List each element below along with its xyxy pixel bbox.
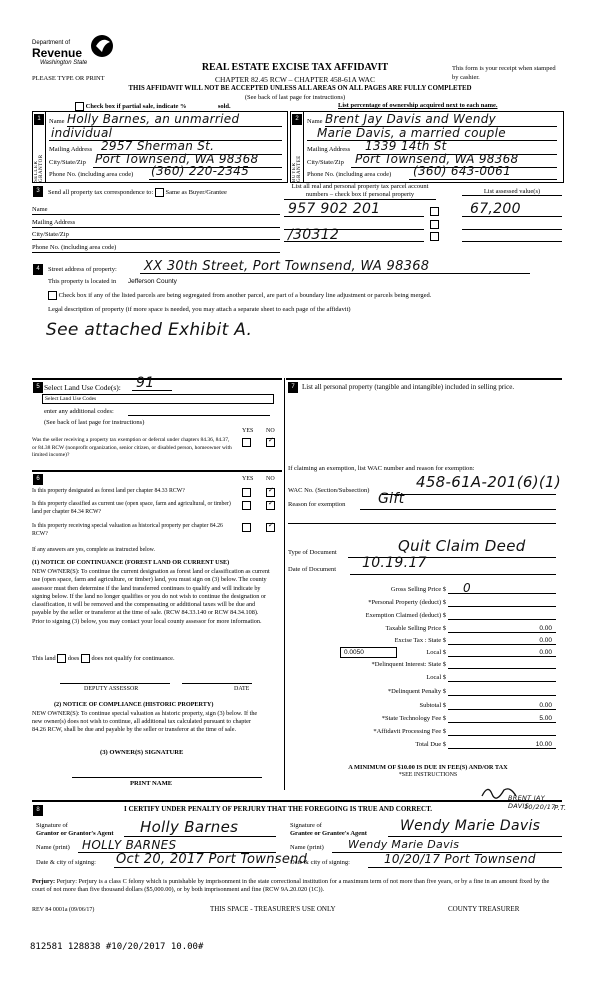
street-label: Street address of property: [48,266,117,273]
notice-1-text: NEW OWNER(S): To continue the current designation as forest land or classification as current use (open space, farm and agriculture, or timber) land, you must sign on (3) below. The county assessor must then determine if the land transferred continues to qualify and will indicate by signing below. If the land no longer qualifies or you do not wish to continue the designation or classification, it will be removed and the compensating or additional taxes will be due and payable by the seller or transferor at the time of sale. (RCW 84.33.140 or RCW 84.34.108). Prior to signing (3) below, you may contact your local county assessor for more information. [32,568,270,625]
parcel-header: List all real and personal property tax parcel account numbers – check box if personal property [284,183,436,200]
parcel-2-value[interactable]: /30312 [288,227,340,243]
total-due-label: Total Due $ [415,741,446,748]
land-use-label: Select Land Use Code(s): [44,383,121,392]
legal-value[interactable]: See attached Exhibit A. [46,320,253,340]
buyer-phone-label: Phone No. (including area code) [307,171,392,178]
notice-line: THIS AFFIDAVIT WILL NOT BE ACCEPTED UNLESS ALL AREAS ON ALL PAGES ARE FULLY COMPLETED [128,85,472,92]
qualify-label: qualify for continuance. [114,654,175,662]
s6-q3-no-checkbox[interactable] [266,523,275,532]
delinquent-local-label: Local $ [426,674,446,681]
grantor-date-city[interactable]: Oct 20, 2017 Port Townsend [116,852,308,867]
partial-sale-label: Check box if partial sale, indicate % [85,102,187,110]
wac-label: WAC No. (Section/Subsection) [288,487,370,494]
buyer-city-value[interactable]: Port Townsend, WA 98368 [355,152,519,166]
section-6 [32,473,282,843]
form-chapter: CHAPTER 82.45 RCW – CHAPTER 458-61A WAC [215,75,375,84]
section-8 [32,794,567,874]
buyer-note: BRENT JAY DAVIS [508,794,546,810]
perjury-note [32,878,562,895]
seller-city-value[interactable]: Port Townsend, WA 98368 [95,152,259,166]
perjury-text: Perjury: Perjury is a class C felony which is punishable by imprisonment in the state correctional institution for a maximum term of not more than five years, or by a fine in an amount fixed by the court of not more than five thousand dollars ($5,000.00), or by both imprisonment and fine (RCW 9A.20.020 (1C)). [32,878,550,894]
s6-question-1: Is this property designated as forest land per chapter 84.33 RCW? [32,488,185,494]
s6-no-header: NO [266,476,275,482]
parcel-2-personal-checkbox[interactable] [430,220,439,229]
gross-price-label: Gross Selling Price $ [390,586,446,593]
segregated-row [48,291,431,300]
form-title: REAL ESTATE EXCISE TAX AFFIDAVIT [201,62,389,73]
buyer-mailing-value[interactable]: 1339 14th St [365,139,447,153]
s6-if-any: If any answers are yes, complete as instructed below. [32,547,155,553]
grantor-name-print[interactable]: HOLLY BARNES [82,838,177,852]
see-instructions-note: *SEE INSTRUCTIONS [398,772,458,778]
seller-mailing-label: Mailing Address [49,146,93,153]
buyer-side-label: BUYER GRANTEE [292,155,302,182]
s6-yes-header: YES [242,476,254,482]
doc-date-label: Date of Document [288,566,337,573]
s6-question-3: Is this property receiving special valuation as historical property per chapter 84.26 RCW? [32,523,223,537]
excise-state-label: Excise Tax : State $ [394,637,446,644]
seller-name-value2[interactable]: individual [51,126,113,140]
section-5-number: 5 [33,382,43,393]
segregated-checkbox[interactable] [48,291,57,300]
section-7-number: 7 [288,382,298,393]
subtotal-value: 0.00 [539,702,552,709]
same-as-buyer-checkbox[interactable] [155,188,164,197]
certify-statement: I CERTIFY UNDER PENALTY OF PERJURY THAT THE FOREGOING IS TRUE AND CORRECT. [124,805,433,813]
exemption-deduct-label: Exemption Claimed (deduct) $ [365,612,446,619]
county-value[interactable]: Jefferson County [127,278,177,285]
s3-name-label: Name [32,206,48,213]
buyer-note-date: 10/20/17 [524,803,556,811]
reason-label: Reason for exemption [288,501,346,508]
doc-date-value[interactable]: 10.19.17 [362,555,427,571]
section-1-number: 1 [34,114,44,125]
section-4 [32,260,562,370]
buyer-note-initials: P.T. [554,804,567,812]
section-8-number: 8 [33,805,43,816]
county-treasurer-label: COUNTY TREASURER [448,905,520,913]
seller-phone-value[interactable]: (360) 220-2345 [151,164,250,178]
rev-code: REV 84 0001a (09/06/17) [32,907,95,913]
seller-name-label: Name [49,118,65,125]
wac-value[interactable]: 458-61A-201(6)(1) [416,473,562,491]
sig-grantee-label1: Signature of [290,822,322,829]
cashier-stamp: 812581 128838 #10/20/2017 10.00# [30,942,204,952]
taxable-price-label: Taxable Selling Price $ [385,625,446,632]
see-back: (See back of last page for instructions) [244,94,346,101]
dept-line2: Revenue [32,46,83,60]
reason-value[interactable]: Gift [378,491,405,507]
s3-city-label: City/State/Zip [32,231,69,238]
section-5 [32,375,282,471]
county-row [48,278,177,285]
personal-property-label: List all personal property (tangible and intangible) included in selling price. [302,383,515,391]
buyer-box [290,111,564,183]
gross-price-value[interactable]: 0 [463,581,471,595]
s3-mailing-label: Mailing Address [32,219,76,226]
parcel-1-value[interactable]: 957 902 201 [288,201,381,217]
s5-see-back: (See back of last page for instructions) [44,419,145,426]
grantor-name-print-label: Name (print) [36,844,70,851]
section-5-bar [32,378,282,380]
parcel-3-personal-checkbox[interactable] [430,232,439,241]
s6-q2-yes-checkbox[interactable] [242,501,251,510]
seller-name-value[interactable]: Holly Barnes, an unmarried [67,112,240,126]
receipt-note: This form is your receipt when stamped by cashier. [452,65,556,81]
section-2-number: 2 [292,114,302,125]
seller-mailing-value[interactable]: 2957 Sherman St. [101,139,215,153]
seller-side-label: SELLER GRANTOR [34,154,44,182]
section-7 [288,381,562,791]
subtotal-label: Subtotal $ [419,702,446,709]
s6-q1-no-checkbox[interactable] [266,488,275,497]
correspondence-row [48,188,227,197]
dept-line1: Department of [32,40,71,46]
notice-1-title: (1) NOTICE OF CONTINUANCE (FOREST LAND OR CURRENT USE) [32,559,230,566]
county-label: This property is located in [48,278,117,285]
s5-yes-header: YES [242,428,254,434]
s6-q3-yes-checkbox[interactable] [242,523,251,532]
grantee-name-print-label: Name (print) [290,844,324,851]
dept-line3: Washington State [40,60,88,66]
dept-revenue-logo [32,32,132,72]
land-use-select[interactable]: Select Land Use Codes [42,394,274,404]
perjury-label: Perjury: [32,878,56,885]
ownership-note: List percentage of ownership acquired next to each name. [338,102,498,109]
sold-label: sold. [217,102,231,110]
exemption-claim-label: If claiming an exemption, list WAC number and reason for exemption: [288,465,475,472]
local-tax-label: Local $ [426,649,446,656]
local-rate-field[interactable]: 0.0050 [340,647,397,658]
owner-signature-label: (3) OWNER(S) SIGNATURE [100,749,184,756]
personal-deduct-label: *Personal Property (deduct) $ [368,599,446,606]
section-7-bar [286,378,562,380]
local-tax-value: 0.00 [539,649,552,656]
grantee-date-city[interactable]: 10/20/17 Port Townsend [384,852,536,866]
grantee-signature[interactable]: Wendy Marie Davis [400,818,541,834]
s3-phone-label: Phone No. (including area code) [32,244,117,251]
seller-box [32,111,288,183]
continuance-row [32,654,175,663]
section-3-number: 3 [33,186,43,197]
doc-type-value[interactable]: Quit Claim Deed [398,537,526,555]
s6-q2-no-checkbox[interactable] [266,501,275,510]
segregated-label: Check box if any of the listed parcels are being segregated from another parcel, are part of a boundary line adjustment or parcels being merged. [58,291,432,299]
does-not-checkbox[interactable] [81,654,90,663]
please-type: PLEASE TYPE OR PRINT [32,75,105,82]
buyer-phone-value[interactable]: (360) 643-0061 [413,164,512,178]
notice-2-text: NEW OWNER(S): To continue special valuation as historic property, sign (3) below. If the new owner(s) does not wish to continue, all additional tax calculated pursuant to chapter 84.26 RCW, shall be due and payable by the seller or transferor at the time of sale. [32,710,258,733]
buyer-name-value[interactable]: Brent Jay Davis and Wendy [325,112,497,126]
s6-q1-yes-checkbox[interactable] [242,488,251,497]
sig-grantor-label1: Signature of [36,822,68,829]
affidavit-fee-label: *Affidavit Processing Fee $ [373,728,446,735]
buyer-name-label: Name [307,118,323,125]
minimum-due-note: A MINIMUM OF $10.00 IS DUE IN FEE(S) AND/OR TAX [348,764,508,771]
partial-sale-row [75,102,231,111]
delinquent-interest-label: *Delinquent Interest: State $ [371,661,446,668]
same-as-buyer-label: Same as Buyer/Grantee [165,188,227,196]
grantor-signature[interactable]: Holly Barnes [140,818,239,836]
parcel-1-personal-checkbox[interactable] [430,207,439,216]
section-4-number: 4 [33,264,43,275]
doc-type-label: Type of Document [288,549,337,556]
seller-phone-label: Phone No. (including area code) [49,171,134,178]
section-divider [284,378,285,790]
does-checkbox[interactable] [57,654,66,663]
grantee-name-print[interactable]: Wendy Marie Davis [348,838,460,851]
total-due-value: 10.00 [535,741,552,748]
does-label: does [67,654,80,662]
tech-fee-label: *State Technology Fee $ [381,715,446,722]
deputy-date-label: DATE [234,686,250,692]
s6-question-2: Is this property classified as current use (open space, farm and agricultural, or timber) land per chapter 84.34 RCW? [32,501,231,515]
correspondence-label: Send all property tax correspondence to: [48,188,154,196]
buyer-mailing-label: Mailing Address [307,146,351,153]
taxable-price-value: 0.00 [539,625,552,632]
buyer-city-label: City/State/Zip [307,159,344,166]
legal-label: Legal description of property (if more space is needed, you may attach a separate sheet to each page of the affidavit) [48,306,351,313]
deputy-assessor-label: DEPUTY ASSESSOR [84,686,139,692]
sig-grantee-label2: Grantee or Grantee's Agent [290,830,367,837]
seller-city-label: City/State/Zip [49,159,86,166]
grantee-date-city-label: Date & city of signing: [290,859,350,866]
delinquent-penalty-label: *Delinquent Penalty $ [387,688,446,695]
street-value[interactable]: XX 30th Street, Port Townsend, WA 98368 [144,259,430,274]
section-6-number: 6 [33,474,43,485]
notice-2-title: (2) NOTICE OF COMPLIANCE (HISTORIC PROPERTY) [54,701,214,708]
s5-no-header: NO [266,428,275,434]
buyer-name-value2[interactable]: Marie Davis, a married couple [317,126,506,140]
s5-q1-yes-checkbox[interactable] [242,438,251,447]
excise-state-value: 0.00 [539,637,552,644]
assessed-1-value[interactable]: 67,200 [470,201,521,217]
print-name-label: PRINT NAME [130,780,173,787]
section-3 [32,183,562,258]
additional-codes-label: enter any additional codes: [44,408,114,415]
s5-question-1: Was the seller receiving a property tax exemption or deferral under chapters 84.36, 84.37, or 84.38 RCW (nonprofit organization, senior citizen, or disabled person, homeowner with limited income)? [32,437,232,458]
partial-sale-checkbox[interactable] [75,102,84,111]
treasurer-space-label: THIS SPACE - TREASURER'S USE ONLY [210,905,336,913]
grantor-date-city-label: Date & city of signing: [36,859,96,866]
assessed-header: List assessed value(s) [462,188,562,196]
section-6-bar [32,470,282,472]
tech-fee-value: 5.00 [539,715,552,722]
s5-q1-no-checkbox[interactable] [266,438,275,447]
this-land-label: This land [32,654,56,662]
land-use-value[interactable]: 91 [136,375,155,391]
sig-grantor-label2: Grantor or Grantor's Agent [36,830,114,837]
does-not-label: does not [91,654,113,662]
